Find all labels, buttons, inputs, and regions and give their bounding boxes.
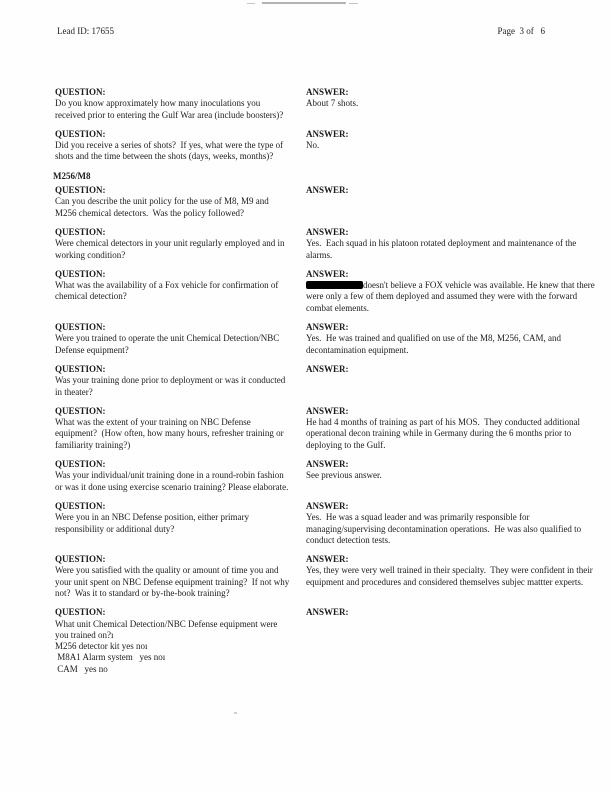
question-block: [55, 129, 306, 163]
question-text: Were you trained to operate the unit Chemical Detection/NBC Defense equipment?: [55, 333, 282, 355]
question-block: [55, 607, 306, 675]
answer-block: [306, 185, 597, 219]
question-label: QUESTION:: [55, 607, 106, 618]
answer-block: [306, 501, 597, 546]
qa-row: [55, 459, 597, 493]
qa-row: [55, 227, 597, 261]
question-label: QUESTION:: [55, 268, 106, 279]
question-block: [55, 406, 306, 451]
question-label: QUESTION:: [55, 405, 106, 416]
question-label: QUESTION:: [55, 363, 106, 374]
section-heading: M256/M8: [53, 170, 91, 181]
question-text: M8A1 Alarm system yes noı: [55, 652, 166, 663]
redaction-box: [306, 281, 363, 289]
answer-label: ANSWER:: [306, 607, 349, 618]
answer-label: ANSWER:: [306, 87, 349, 97]
question-text: Was your training done prior to deployment or was it conducted in theater?: [55, 375, 288, 397]
answer-text: He had 4 months of training as part of his MOS. They conducted additional operational decon training while in Germany during the 6 months prior to deploying to the Gulf.: [306, 417, 583, 450]
question-block: [55, 364, 306, 398]
answer-text: See previous answer.: [306, 470, 382, 481]
answer-text: Yes. Each squad in his platoon rotated deployment and maintenance of the alarms.: [306, 238, 579, 260]
question-block: [55, 227, 306, 261]
scan-artifact-fleck: [247, 3, 255, 4]
question-block: [55, 554, 306, 599]
qa-row: [55, 87, 597, 121]
page-number-label: Page 3 of 6: [497, 26, 545, 36]
answer-block: [306, 129, 597, 163]
question-text: Were you in an NBC Defense position, either primary responsibility or additional duty?: [55, 512, 252, 534]
qa-row: [55, 322, 597, 356]
qa-row: [55, 185, 597, 219]
question-text: Were you satisfied with the quality or amount of time you and your unit spent on NBC Defense equipment training? If not why not? Was it to standard or by-the-book training?: [55, 565, 292, 598]
qa-row: [55, 364, 597, 398]
question-label: QUESTION:: [55, 185, 106, 196]
answer-text: Yes. He was a squad leader and was primarily responsible for managing/supervising decontamination operations. He was also qualified to conduct detection tests.: [306, 512, 584, 545]
answer-label: ANSWER:: [306, 500, 349, 511]
answer-block: [306, 269, 597, 314]
question-text: M256 detector kit yes noı: [55, 641, 148, 652]
question-block: [55, 459, 306, 493]
question-label: QUESTION:: [55, 500, 106, 511]
answer-block: [306, 364, 597, 398]
answer-label: ANSWER:: [306, 405, 349, 416]
answer-block: [306, 87, 597, 121]
question-text: Was your individual/unit training done in a round-robin fashion or was it done using exercise scenario training? Please elaborate.: [55, 470, 289, 492]
scan-artifact-fleck: [349, 3, 358, 4]
qa-list: [55, 87, 597, 683]
answer-block: [306, 554, 597, 599]
qa-row: [55, 406, 597, 451]
answer-block: [306, 607, 597, 675]
qa-row: [55, 607, 597, 675]
question-label: QUESTION:: [55, 128, 106, 139]
answer-label: ANSWER:: [306, 185, 349, 196]
answer-text: Yes. He was trained and qualified on use of the M8, M256, CAM, and decontamination equipment.: [306, 333, 564, 355]
question-text: Were chemical detectors in your unit regularly employed and in working condition?: [55, 238, 287, 260]
answer-label: ANSWER:: [306, 322, 349, 333]
question-label: QUESTION:: [55, 459, 106, 470]
question-label: QUESTION:: [55, 554, 106, 565]
question-text: Can you describe the unit policy for the use of M8, M9 and M256 chemical detectors. Was the policy followed?: [55, 196, 271, 218]
question-text: Did you receive a series of shots? If yes, what were the type of shots and the time between the shots (days, weeks, months)?: [55, 140, 286, 162]
question-text: What was the extent of your training on NBC Defense equipment? (How often, how many hours, refresher training or familiarity training?): [55, 417, 286, 450]
qa-row: [55, 554, 597, 599]
qa-row: [55, 129, 597, 163]
answer-block: [306, 459, 597, 493]
answer-label: ANSWER:: [306, 554, 349, 565]
answer-label: ANSWER:: [306, 268, 349, 279]
answer-label: ANSWER:: [306, 363, 349, 374]
question-label: QUESTION:: [55, 226, 106, 237]
answer-block: [306, 322, 597, 356]
answer-block: [306, 406, 597, 451]
scan-artifact-speck: [234, 712, 237, 714]
question-text: What unit Chemical Detection/NBC Defense equipment were you trained on?ı: [55, 618, 280, 640]
question-block: [55, 322, 306, 356]
lead-id-label: Lead ID: 17655: [57, 26, 114, 36]
question-label: QUESTION:: [55, 87, 106, 97]
question-block: [55, 269, 306, 314]
answer-text: About 7 shots.: [306, 98, 359, 109]
question-text: What was the availability of a Fox vehicle for confirmation of chemical detection?: [55, 280, 281, 302]
page-header: [57, 26, 545, 37]
question-block: [55, 185, 306, 219]
qa-row: [55, 269, 597, 314]
answer-label: ANSWER:: [306, 226, 349, 237]
answer-block: [306, 227, 597, 261]
answer-label: ANSWER:: [306, 459, 349, 470]
question-text: Do you know approximately how many inoculations you received prior to entering the Gulf War area (include boosters)?: [55, 98, 284, 120]
question-label: QUESTION:: [55, 322, 106, 333]
answer-text: doesn't believe a FOX vehicle was available. He knew that there were only a few of them deployed and assumed they were with the forward combat elements.: [306, 280, 598, 313]
answer-text: No.: [306, 140, 320, 151]
question-block: [55, 87, 306, 121]
answer-text: Yes, they were very well trained in their specialty. They were confident in their equipment and procedures and considered themselves subjec mattter experts.: [306, 565, 595, 587]
answer-label: ANSWER:: [306, 128, 349, 139]
question-block: [55, 501, 306, 546]
qa-row: [55, 501, 597, 546]
scan-artifact-line: [262, 2, 346, 4]
question-text: CAM yes no: [55, 663, 108, 674]
